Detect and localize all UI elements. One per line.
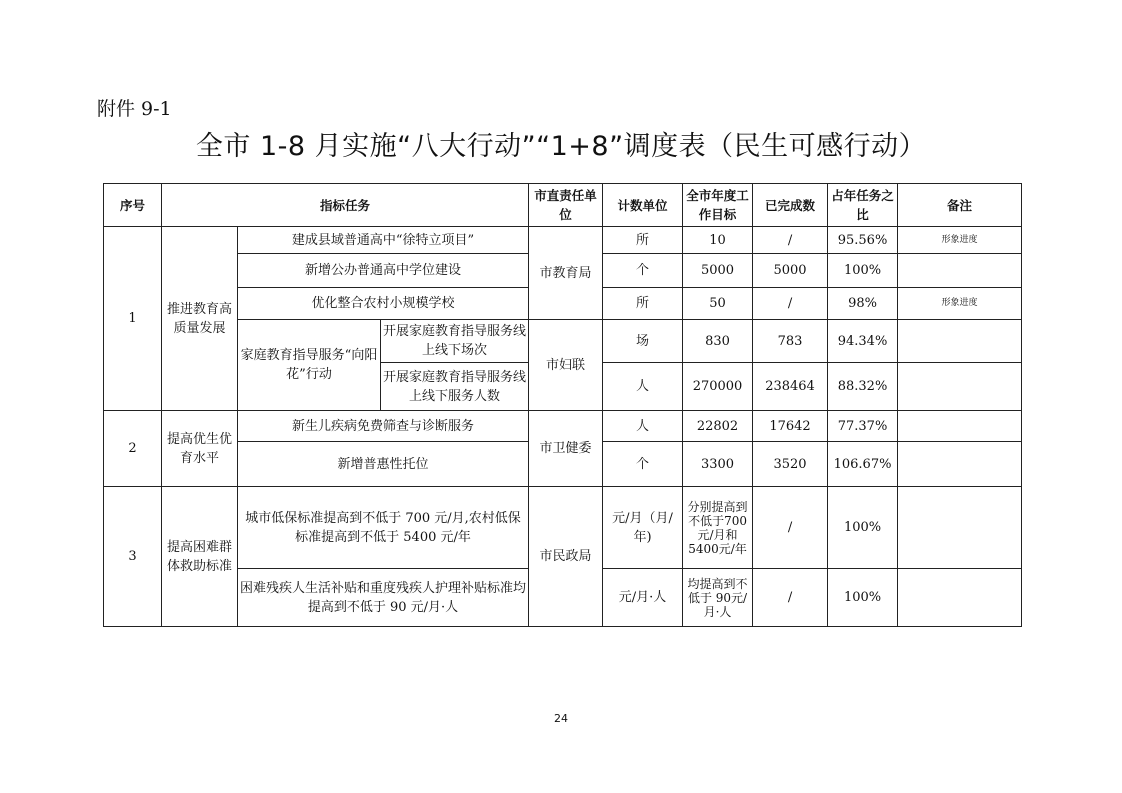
task-cell: 新增普惠性托位	[238, 442, 529, 487]
group-seq: 3	[104, 487, 162, 627]
unit-cell: 人	[603, 411, 683, 442]
group-seq: 2	[104, 411, 162, 487]
unit-cell: 元/月·人	[603, 569, 683, 627]
target-cell: 270000	[683, 363, 753, 411]
page-number: 24	[554, 712, 568, 725]
ratio-cell: 100%	[828, 254, 898, 288]
dept-cell: 市教育局	[529, 227, 603, 320]
unit-cell: 所	[603, 288, 683, 320]
ratio-cell: 88.32%	[828, 363, 898, 411]
ratio-cell: 100%	[828, 569, 898, 627]
table-row	[104, 487, 1022, 569]
target-cell: 50	[683, 288, 753, 320]
ratio-cell: 98%	[828, 288, 898, 320]
note-cell	[898, 442, 1022, 487]
done-cell: 3520	[753, 442, 828, 487]
dept-cell: 市民政局	[529, 487, 603, 627]
ratio-cell: 100%	[828, 487, 898, 569]
target-cell: 5000	[683, 254, 753, 288]
note-cell	[898, 487, 1022, 569]
header-ratio: 占年任务之比	[828, 184, 898, 227]
dept-cell: 市妇联	[529, 320, 603, 411]
note-cell	[898, 363, 1022, 411]
header-unit: 计数单位	[603, 184, 683, 227]
sub-task-cell: 家庭教育指导服务“向阳花”行动	[238, 320, 381, 411]
schedule-table	[103, 183, 1022, 627]
target-cell: 均提高到不低于 90元/月·人	[683, 569, 753, 627]
header-dept: 市直责任单位	[529, 184, 603, 227]
target-cell: 22802	[683, 411, 753, 442]
unit-cell: 人	[603, 363, 683, 411]
done-cell: /	[753, 227, 828, 254]
header-seq: 序号	[104, 184, 162, 227]
task-cell: 困难残疾人生活补贴和重度残疾人护理补贴标准均提高到不低于 90 元/月·人	[238, 569, 529, 627]
done-cell: /	[753, 288, 828, 320]
done-cell: 238464	[753, 363, 828, 411]
header-task: 指标任务	[162, 184, 529, 227]
table-row	[104, 411, 1022, 442]
unit-cell: 个	[603, 442, 683, 487]
ratio-cell: 106.67%	[828, 442, 898, 487]
header-target: 全市年度工作目标	[683, 184, 753, 227]
header-done: 已完成数	[753, 184, 828, 227]
ratio-cell: 95.56%	[828, 227, 898, 254]
group-name: 提高优生优育水平	[162, 411, 238, 487]
target-cell: 分别提高到不低于700 元/月和5400元/年	[683, 487, 753, 569]
header-row	[104, 184, 1022, 227]
done-cell: 783	[753, 320, 828, 363]
ratio-cell: 94.34%	[828, 320, 898, 363]
done-cell: /	[753, 487, 828, 569]
done-cell: 5000	[753, 254, 828, 288]
note-cell: 形象进度	[898, 288, 1022, 320]
note-cell	[898, 320, 1022, 363]
task-cell: 新增公办普通高中学位建设	[238, 254, 529, 288]
note-cell	[898, 411, 1022, 442]
target-cell: 10	[683, 227, 753, 254]
page-title: 全市 1-8 月实施“八大行动”“1+8”调度表（民生可感行动）	[195, 131, 927, 162]
table-row	[104, 320, 1022, 363]
target-cell: 830	[683, 320, 753, 363]
ratio-cell: 77.37%	[828, 411, 898, 442]
task-cell: 新生儿疾病免费筛查与诊断服务	[238, 411, 529, 442]
group-name: 提高困难群体救助标准	[162, 487, 238, 627]
done-cell: 17642	[753, 411, 828, 442]
task-cell: 建成县域普通高中“徐特立项目”	[238, 227, 529, 254]
annex-label: 附件 9-1	[97, 98, 172, 120]
unit-cell: 元/月（月/年)	[603, 487, 683, 569]
group-name: 推进教育高质量发展	[162, 227, 238, 411]
task-cell: 开展家庭教育指导服务线上线下场次	[381, 320, 529, 363]
done-cell: /	[753, 569, 828, 627]
note-cell	[898, 569, 1022, 627]
note-cell	[898, 254, 1022, 288]
unit-cell: 所	[603, 227, 683, 254]
unit-cell: 个	[603, 254, 683, 288]
table-row	[104, 227, 1022, 254]
task-cell: 开展家庭教育指导服务线上线下服务人数	[381, 363, 529, 411]
dept-cell: 市卫健委	[529, 411, 603, 487]
unit-cell: 场	[603, 320, 683, 363]
header-note: 备注	[898, 184, 1022, 227]
task-cell: 优化整合农村小规模学校	[238, 288, 529, 320]
group-seq: 1	[104, 227, 162, 411]
note-cell: 形象进度	[898, 227, 1022, 254]
target-cell: 3300	[683, 442, 753, 487]
task-cell: 城市低保标准提高到不低于 700 元/月,农村低保标准提高到不低于 5400 元/年	[238, 487, 529, 569]
